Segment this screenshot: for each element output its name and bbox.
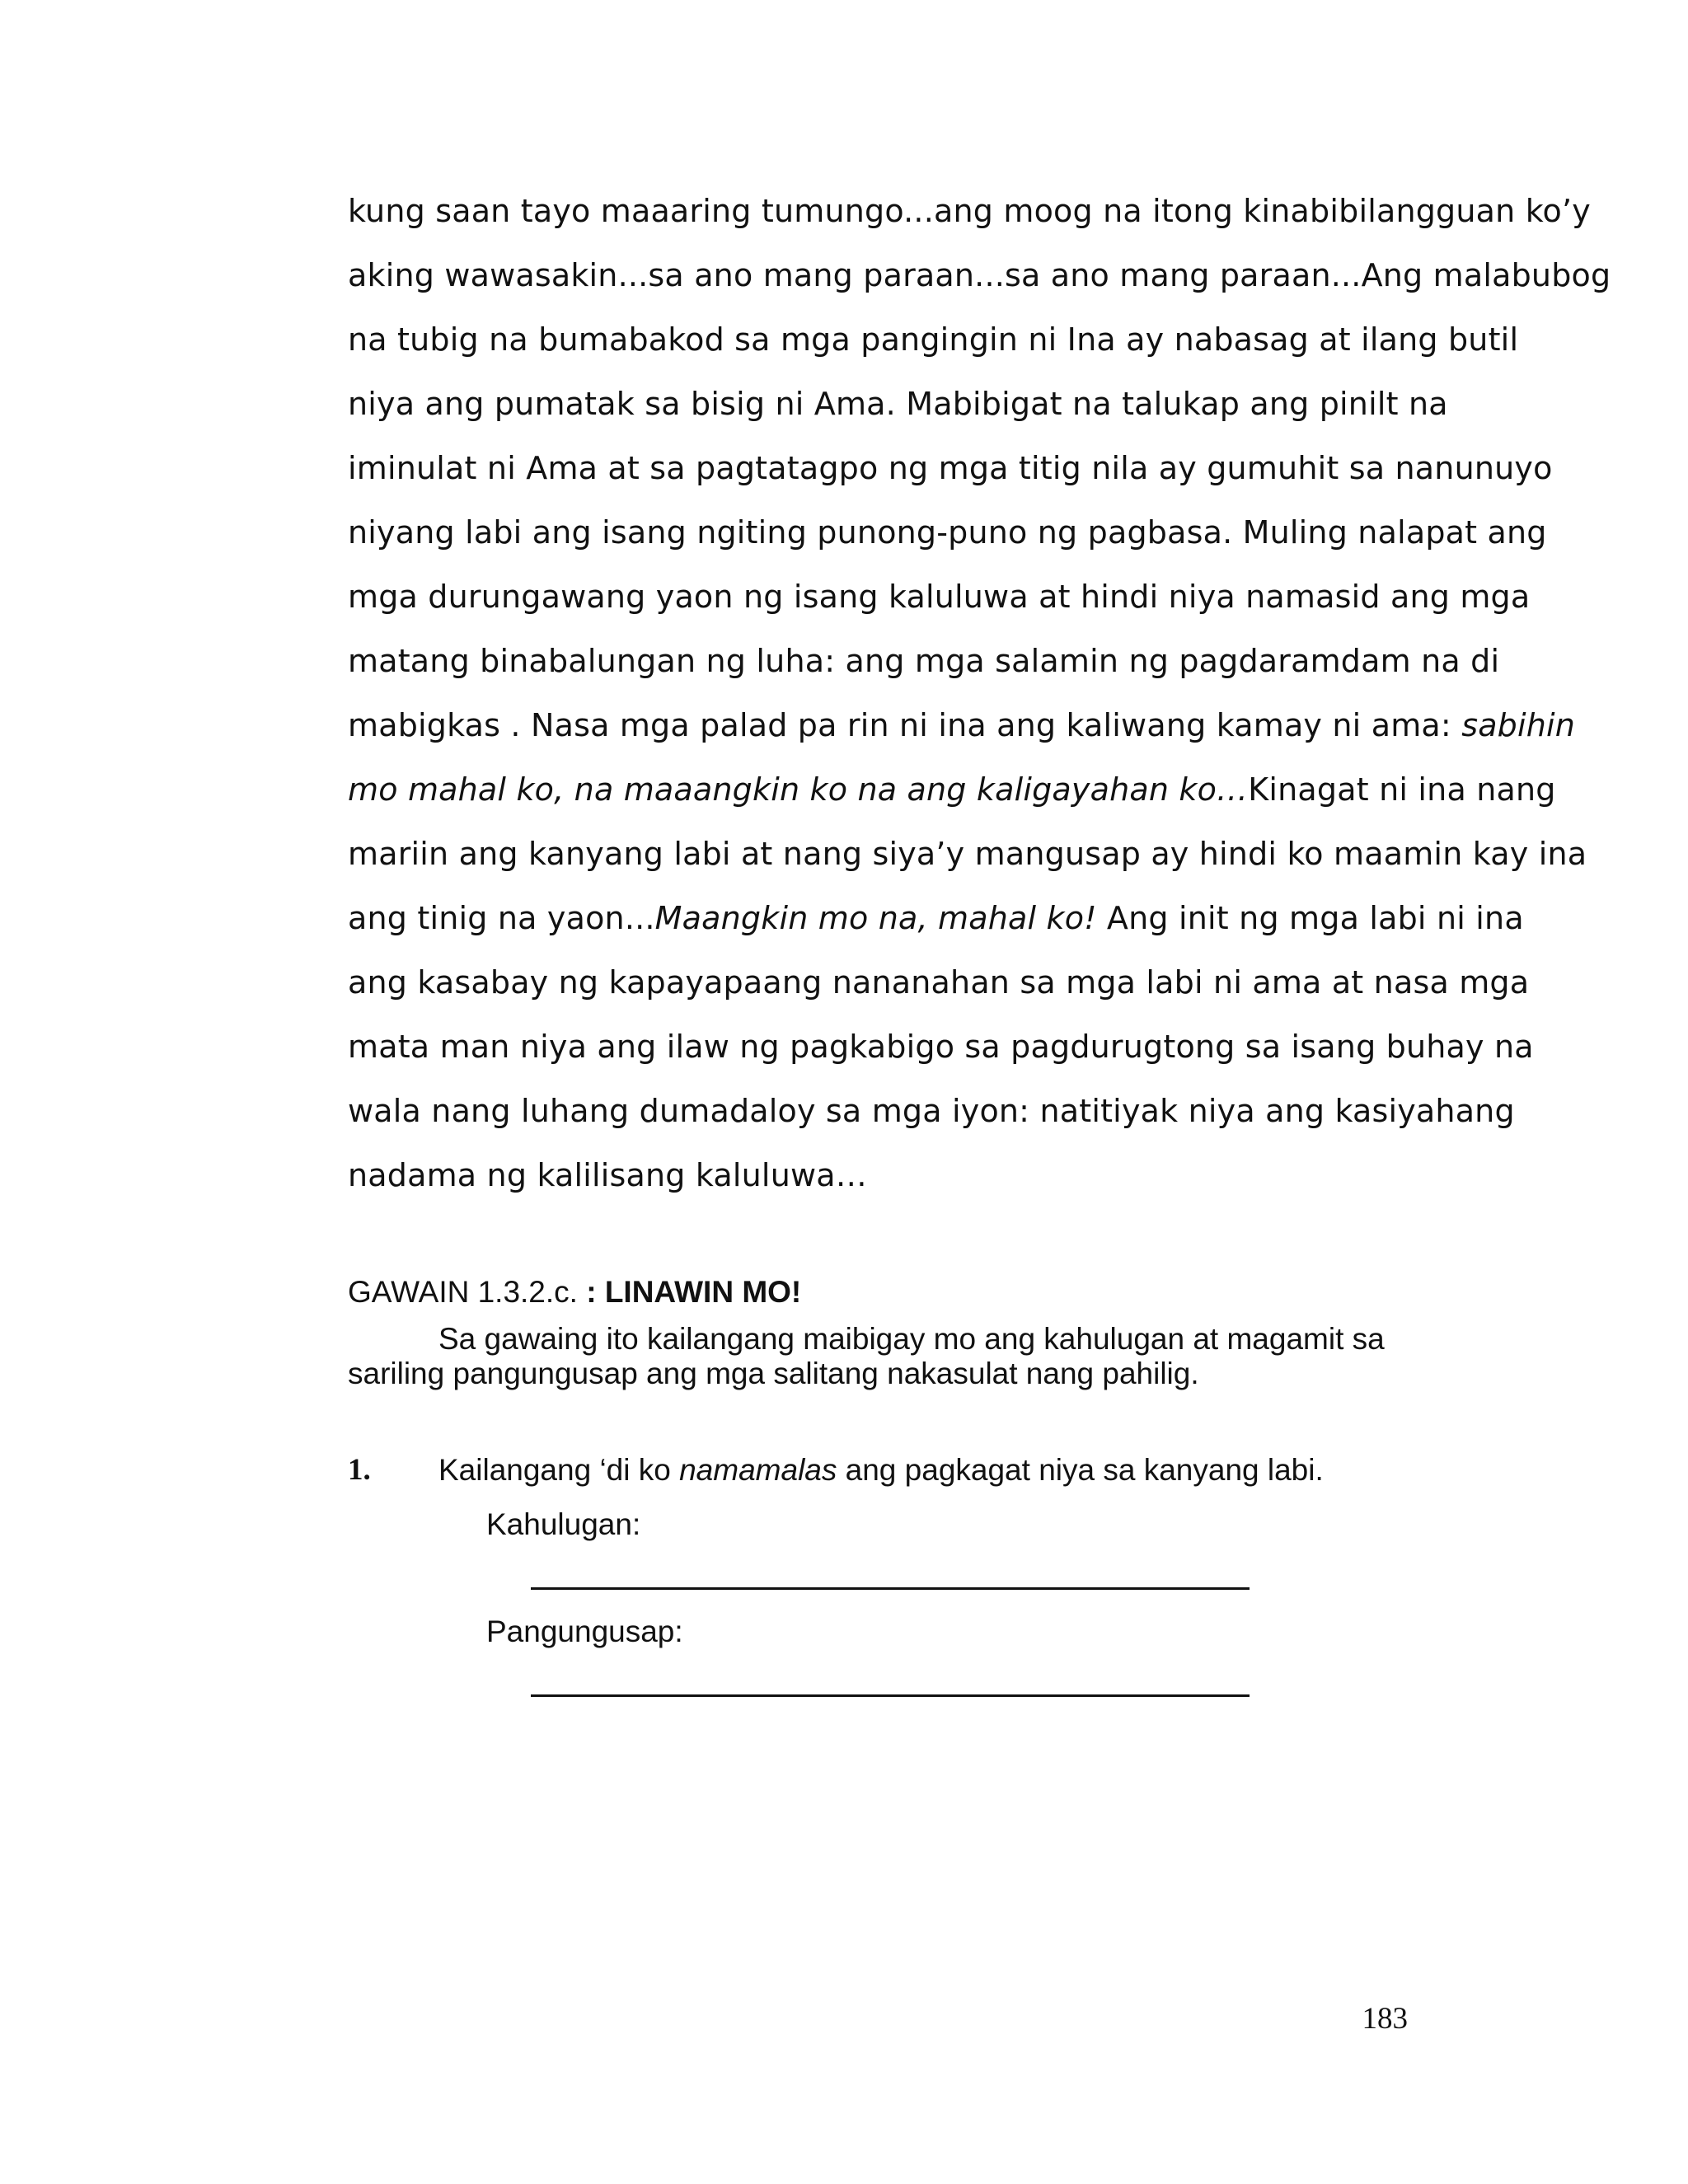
page-number: 183 (1362, 2002, 1408, 2036)
exercise-item (348, 1447, 1411, 1648)
story-line: matang binabalungan ng luha: ang mga salamin ng pagdaramdam na di (348, 643, 1500, 679)
italic-word: namamalas (679, 1453, 837, 1487)
story-text-segment: ang tinig na yaon... (348, 900, 655, 936)
sentence-segment: Kailangang ‘di ko (438, 1453, 680, 1487)
italic-quote: sabihin (1461, 707, 1576, 743)
story-text-segment: Kinagat ni ina nang (1248, 771, 1556, 808)
story-line: kung saan tayo maaaring tumungo...ang moog na itong kinabibilangguan ko’y (348, 193, 1591, 229)
meaning-label: Kahulugan: (486, 1507, 641, 1541)
story-line: niyang labi ang isang ngiting punong-puno ng pagbasa. Muling nalapat ang (348, 514, 1547, 551)
activity-name: : LINAWIN MO! (586, 1275, 802, 1309)
item-sentence (438, 1447, 1324, 1493)
meaning-answer-line[interactable] (531, 1587, 1250, 1590)
story-line (348, 697, 1576, 762)
story-line: mata man niya ang ilaw ng pagkabigo sa pagdurugtong sa isang buhay na (348, 1029, 1534, 1065)
story-line: iminulat ni Ama at sa pagtatagpo ng mga titig nila ay gumuhit sa nanunuyo (348, 450, 1553, 486)
story-line: nadama ng kalilisang kaluluwa… (348, 1157, 867, 1193)
activity-code: GAWAIN 1.3.2.c. (348, 1275, 587, 1309)
italic-quote: Maangkin mo na, mahal ko! (654, 900, 1097, 936)
story-line: mga durungawang yaon ng isang kaluluwa at hindi niya namasid ang mga (348, 579, 1531, 615)
story-line: niya ang pumatak sa bisig ni Ama. Mabibigat na talukap ang pinilt na (348, 386, 1448, 422)
story-line: na tubig na bumabakod sa mga pangingin ni Ina ay nabasag at ilang butil (348, 321, 1519, 358)
italic-quote: mo mahal ko, na maaangkin ko na ang kaligayahan ko… (348, 771, 1249, 808)
exercise-question (348, 1447, 1411, 1493)
story-line: mariin ang kanyang labi at nang siya’y mangusap ay hindi ko maamin kay ina (348, 836, 1587, 872)
story-line: aking wawasakin...sa ano mang paraan...sa ano mang paraan...Ang malabubog (348, 257, 1611, 293)
sentence-answer-line[interactable] (531, 1694, 1250, 1697)
activity-section (348, 1269, 1411, 1391)
story-text (348, 183, 1611, 1212)
sentence-label: Pangungusap: (486, 1615, 683, 1648)
story-line (348, 890, 1524, 954)
story-line: ang kasabay ng kapayapaang nananahan sa mga labi ni ama at nasa mga (348, 964, 1530, 1001)
activity-instructions: Sa gawaing ito kailangang maibigay mo ang kahulugan at magamit sa sariling pangungusap ang mga salitang nakasulat nang pahilig. (348, 1322, 1385, 1390)
story-line (348, 762, 1556, 826)
activity-title (348, 1269, 1411, 1315)
sentence-segment: ang pagkagat niya sa kanyang labi. (837, 1453, 1324, 1487)
story-text-segment: mabigkas . Nasa mga palad pa rin ni ina ang kaliwang kamay ni ama: (348, 707, 1462, 743)
story-line: wala nang luhang dumadaloy sa mga iyon: natitiyak niya ang kasiyahang (348, 1093, 1515, 1129)
story-text-segment: Ang init ng mga labi ni ina (1096, 900, 1524, 936)
item-number: 1. (348, 1453, 371, 1487)
